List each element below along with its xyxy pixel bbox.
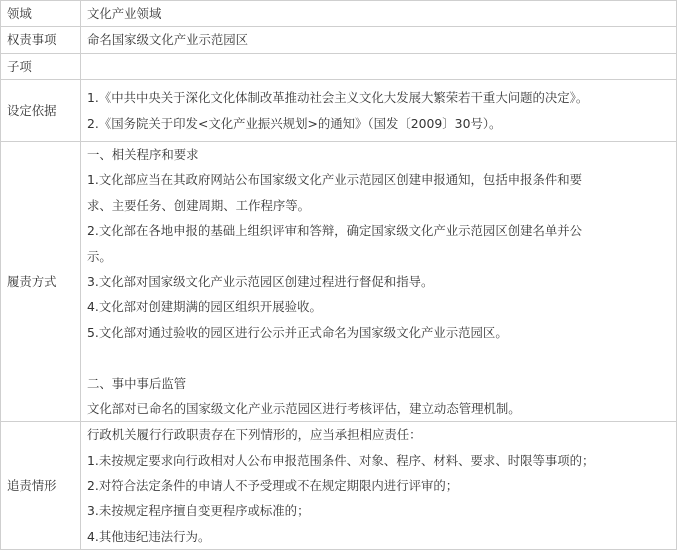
method-line: 求、主要任务、创建周期、工作程序等。 <box>87 197 311 213</box>
row-method <box>1 142 677 422</box>
label-method: 履责方式 <box>1 142 81 422</box>
method-line: 示。 <box>87 248 112 264</box>
method-line: 3.文化部对国家级文化产业示范园区创建过程进行督促和指导。 <box>87 273 434 289</box>
row-subitem <box>1 53 677 79</box>
row-matter <box>1 27 677 53</box>
accountability-line: 1.未按规定要求向行政相对人公布申报范围条件、对象、程序、材料、要求、时限等事项的； <box>87 452 595 468</box>
accountability-line: 2.对符合法定条件的申请人不予受理或不在规定期限内进行评审的； <box>87 478 459 494</box>
row-accountability <box>1 422 677 550</box>
method-line <box>87 345 670 370</box>
value-method <box>81 142 677 422</box>
method-line: 二、事中事后监管 <box>87 375 187 391</box>
label-accountability: 追责情形 <box>1 422 81 550</box>
value-accountability <box>81 422 677 550</box>
accountability-line: 3.未按规定程序擅自变更程序或标准的； <box>87 503 310 519</box>
method-line: 5.文化部对通过验收的园区进行公示并正式命名为国家级文化产业示范园区。 <box>87 324 508 340</box>
basis-line: 1.《中共中央关于深化文化体制改革推动社会主义文化大发展大繁荣若干重大问题的决定》。 <box>87 90 589 106</box>
value-subitem <box>81 53 677 79</box>
row-domain <box>1 1 677 27</box>
label-basis: 设定依据 <box>1 80 81 142</box>
row-basis <box>1 80 677 142</box>
label-subitem: 子项 <box>1 53 81 79</box>
value-basis <box>81 80 677 142</box>
method-line: 4.文化部对创建期满的园区组织开展验收。 <box>87 299 322 315</box>
value-domain: 文化产业领域 <box>81 1 677 27</box>
basis-line: 2.《国务院关于印发<文化产业振兴规划>的通知》（国发〔2009〕30号）。 <box>87 115 502 131</box>
label-domain: 领域 <box>1 1 81 27</box>
accountability-line: 行政机关履行行政职责存在下列情形的，应当承担相应责任： <box>87 427 422 443</box>
method-line: 文化部对已命名的国家级文化产业示范园区进行考核评估，建立动态管理机制。 <box>87 400 521 416</box>
accountability-line: 4.其他违纪违法行为。 <box>87 528 211 544</box>
method-line: 2.文化部在各地申报的基础上组织评审和答辩，确定国家级文化产业示范园区创建名单并公 <box>87 223 583 239</box>
method-line: 一、相关程序和要求 <box>87 147 199 162</box>
label-matter: 权责事项 <box>1 27 81 53</box>
value-matter: 命名国家级文化产业示范园区 <box>81 27 677 53</box>
method-line: 1.文化部应当在其政府网站公布国家级文化产业示范园区创建申报通知，包括申报条件和要 <box>87 172 583 188</box>
